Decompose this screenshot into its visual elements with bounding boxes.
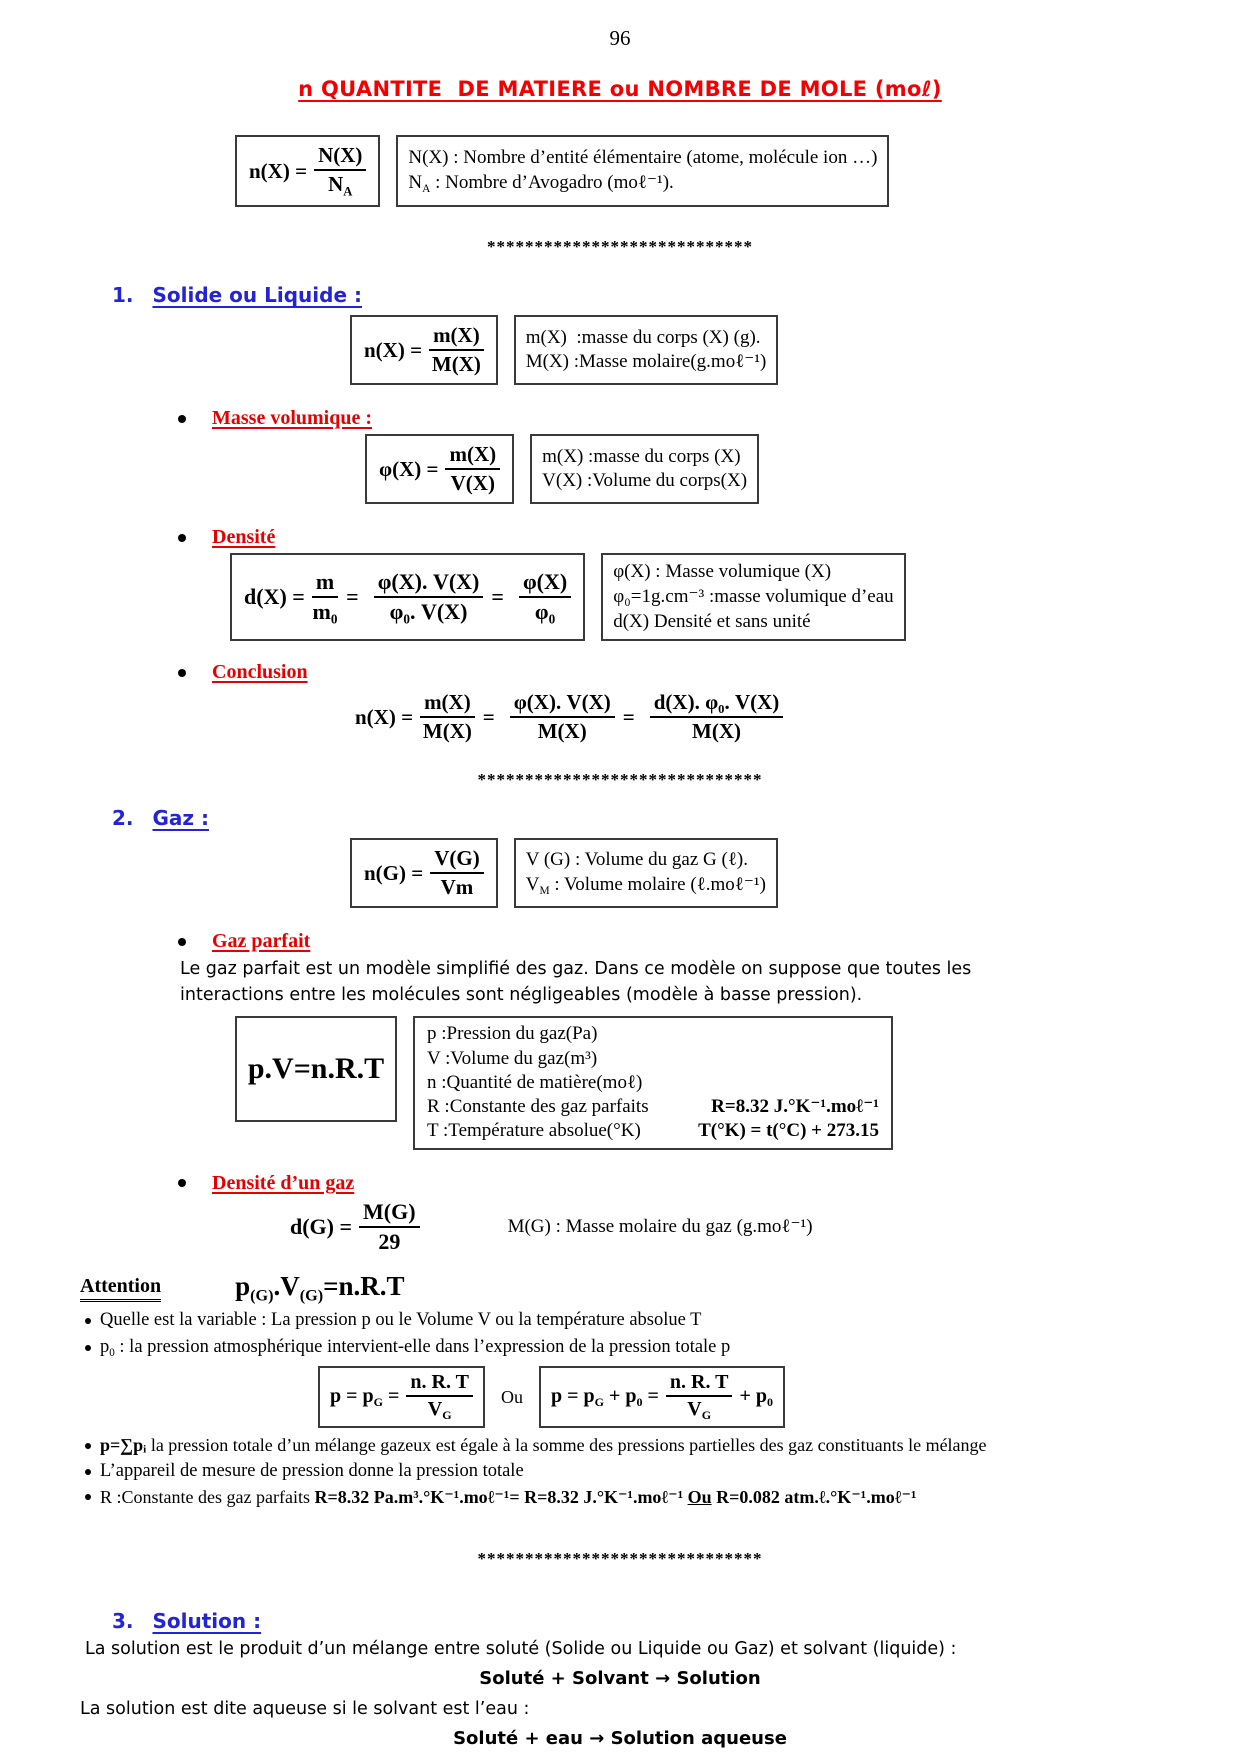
ideal-gas-note-box [413, 1016, 893, 1150]
bullet-icon [85, 1494, 91, 1500]
formula-lhs: n(X) = [249, 158, 308, 183]
densite-note-box [601, 553, 905, 641]
bullet-item [85, 1460, 1240, 1483]
equals-sign: = [482, 704, 495, 729]
equals-sign: = [346, 584, 359, 610]
gaz-formula-row [350, 838, 1240, 908]
section-label: Solide ou Liquide : [152, 283, 362, 308]
bullet-icon [85, 1345, 91, 1351]
fraction [374, 569, 484, 625]
sub-heading-label: Masse volumique : [212, 407, 372, 430]
fraction-numerator: N(X) [314, 143, 366, 171]
attention-row [80, 1271, 1240, 1306]
mole-mass-note-box [514, 315, 779, 385]
densite-formula-box [230, 553, 585, 641]
fraction-numerator: m(X) [429, 323, 484, 351]
fraction [406, 1371, 473, 1423]
densite-formula-row [230, 553, 1240, 641]
fraction-numerator: V(G) [430, 846, 484, 874]
note-left: n :Quantité de matière(moℓ) [427, 1071, 643, 1093]
attention-equation: $p_{(G)}.V_{(G)}=n.R.T$ [235, 1270, 405, 1305]
avogadro-note-box [396, 135, 889, 207]
conclusion-heading [178, 661, 1240, 684]
note-line: M(X) :Masse molaire(g.moℓ⁻¹) [525, 351, 767, 373]
ideal-gas-equation-box: p.V=n.R.T [235, 1016, 397, 1122]
formula-lhs: d(G) = [290, 1213, 353, 1239]
bullet-item [85, 1486, 1240, 1509]
bullet-icon [85, 1469, 91, 1475]
note-line: d(X) Densité et sans unité [613, 610, 811, 632]
note-line: φ(X) : Masse volumique (X) [613, 561, 832, 583]
note-line [427, 1095, 879, 1119]
ou-separator: Ou [500, 1386, 523, 1407]
densite-gaz-formula-row [290, 1199, 1240, 1255]
fraction-numerator: φ(X). V(X) [374, 569, 484, 598]
note-left: T :Température absolue(°K) [427, 1120, 641, 1142]
formula-lhs: $p = p_G$ = [330, 1384, 400, 1409]
bullet-icon [178, 669, 186, 677]
formula-lhs: n(X) = [355, 704, 414, 729]
bullet-item [85, 1309, 1240, 1332]
note-line: $V_M$ : Volume molaire (ℓ.moℓ⁻¹) [525, 873, 766, 897]
fraction [314, 143, 366, 199]
fraction [445, 442, 500, 496]
fraction [312, 569, 338, 625]
densite-gaz-note: M(G) : Masse molaire du gaz (g.moℓ⁻¹) [507, 1216, 813, 1238]
fraction [359, 1199, 420, 1255]
separator: **************************** [487, 237, 753, 257]
fraction-numerator: φ(X). V(X) [510, 690, 615, 718]
note-line: V (G) : Volume du gaz G (ℓ). [525, 849, 749, 871]
section-3-heading [112, 1609, 1240, 1633]
equals-sign: = [491, 584, 504, 610]
note-line [427, 1047, 879, 1071]
bullet-text: $p_0$ : la pression atmosphérique intervient-elle dans l’expression de la pression totale p [100, 1336, 731, 1359]
fraction-numerator: M(G) [359, 1199, 420, 1228]
fraction [430, 846, 484, 900]
avogadro-formula-row [235, 135, 1240, 207]
page-number: 96 [609, 26, 631, 50]
fraction-numerator: φ(X) [519, 569, 571, 598]
solution-paragraph-1: La solution est le produit d’un mélange entre soluté (Solide ou Liquide ou Gaz) et solvant (liquide) : [85, 1638, 957, 1659]
fraction-denominator: $V_G$ [687, 1398, 712, 1423]
pressure-formula-box-1 [318, 1366, 485, 1428]
bullet-item [85, 1336, 1240, 1361]
separator: ****************************** [477, 770, 763, 790]
bullet-icon [85, 1443, 91, 1449]
densite-heading [178, 526, 1240, 549]
bullet-icon [178, 1179, 186, 1187]
fraction-numerator: d(X). φ₀. V(X) [650, 690, 784, 718]
section-2-heading [112, 806, 1240, 830]
note-line [427, 1022, 879, 1046]
note-line: V(X) :Volume du corps(X) [542, 470, 748, 492]
note-left: p :Pression du gaz(Pa) [427, 1023, 598, 1045]
fraction [429, 323, 484, 377]
fraction-denominator: 29 [378, 1228, 401, 1254]
section-1-heading [112, 283, 1240, 307]
fraction-numerator: m(X) [445, 442, 500, 470]
section-label: Gaz : [152, 806, 209, 831]
note-line [427, 1071, 879, 1095]
gaz-formula-box [350, 838, 498, 908]
note-line: φ₀=1g.cm⁻³ :masse volumique d’eau [613, 586, 894, 608]
fraction-denominator: M(X) [692, 719, 741, 744]
fraction-denominator: φ₀ [534, 599, 556, 625]
note-left: V :Volume du gaz(m³) [427, 1047, 598, 1069]
fraction-numerator: m(X) [420, 690, 475, 718]
conclusion-formula [355, 690, 1240, 744]
bullet-icon [178, 534, 186, 542]
fraction-denominator: M(X) [422, 719, 472, 744]
gaz-parfait-heading [178, 930, 1240, 953]
note-line [427, 1119, 879, 1143]
mole-mass-formula-box [350, 315, 498, 385]
fraction-numerator: n. R. T [406, 1371, 473, 1397]
fraction-denominator: M(X) [537, 719, 587, 744]
sub-heading-label: Gaz parfait [212, 930, 311, 953]
section-number: 1. [112, 283, 134, 308]
fraction-numerator: n. R. T [666, 1371, 733, 1397]
note-line: m(X) :masse du corps (X) [542, 445, 741, 467]
note-line: $N_A$ : Nombre d’Avogadro (moℓ⁻¹). [408, 171, 674, 195]
fraction-denominator: φ₀. V(X) [389, 599, 468, 625]
pressure-formulas-row [318, 1366, 1240, 1428]
fraction-denominator: Vm [440, 875, 474, 900]
attention-label: Attention [80, 1275, 161, 1302]
fraction-denominator: $N_A$ [328, 172, 353, 199]
section-number: 2. [112, 806, 134, 831]
sub-heading-label: Densité d’un gaz [212, 1171, 355, 1194]
pressure-formula-box-2 [539, 1366, 785, 1428]
bullet-text: L’appareil de mesure de pression donne la pression totale [100, 1460, 524, 1481]
page-title: n QUANTITE DE MATIERE ou NOMBRE DE MOLE (moℓ) [298, 77, 942, 101]
fraction [650, 690, 784, 744]
solution-equation-2: Soluté + eau → Solution aqueuse [453, 1728, 787, 1750]
masse-volumique-formula-row [365, 434, 1240, 504]
formula-lhs: $p = p_G + p_0$ = [550, 1384, 659, 1409]
bullet-text: R :Constante des gaz parfaits R=8.32 Pa.m³.°K⁻¹.moℓ⁻¹= R=8.32 J.°K⁻¹.moℓ⁻¹ Ou R=0.082 atm.ℓ.°K⁻¹.moℓ⁻¹ [100, 1487, 917, 1508]
masse-volumique-heading [178, 407, 1240, 430]
avogadro-formula-box [235, 135, 380, 207]
solution-paragraph-2: La solution est dite aqueuse si le solvant est l’eau : [80, 1698, 530, 1719]
note-line: N(X) : Nombre d’entité élémentaire (atome, molécule ion …) [408, 146, 878, 168]
fraction-denominator: $V_G$ [427, 1398, 452, 1423]
densite-gaz-heading [178, 1172, 1240, 1195]
fraction-numerator: m [312, 569, 338, 598]
fraction [420, 690, 475, 744]
bullet-icon [178, 415, 186, 423]
formula-lhs: n(G) = [364, 860, 424, 885]
bullet-text: p=∑pᵢ la pression totale d’un mélange gazeux est égale à la somme des pressions partielles des gaz constituants le mélange [100, 1435, 987, 1456]
formula-lhs: φ(X) = [379, 456, 439, 481]
masse-volumique-note-box [530, 434, 759, 504]
fraction-denominator: V(X) [450, 471, 495, 496]
fraction-denominator: m₀ [312, 599, 338, 625]
note-right: R=8.32 J.°K⁻¹.moℓ⁻¹ [711, 1096, 879, 1118]
fraction [666, 1371, 733, 1423]
bullet-item [85, 1434, 1240, 1457]
gaz-note-box [514, 838, 778, 908]
masse-volumique-formula-box [365, 434, 514, 504]
separator: ****************************** [477, 1548, 763, 1568]
fraction [519, 569, 571, 625]
bullet-text: Quelle est la variable : La pression p ou le Volume V ou la température absolue T [100, 1310, 702, 1331]
gaz-parfait-paragraph: Le gaz parfait est un modèle simplifié des gaz. Dans ce modèle on suppose que toutes les interactions entre les molécules sont négligeables (modèle à basse pression). [180, 959, 972, 1005]
note-left: R :Constante des gaz parfaits [427, 1096, 649, 1118]
note-line: m(X) :masse du corps (X) (g). [525, 326, 761, 348]
formula-lhs: d(X) = [244, 584, 305, 610]
equals-sign: = [622, 704, 635, 729]
section-number: 3. [112, 1608, 134, 1633]
formula-rhs: + $p_0$ [739, 1384, 773, 1409]
fraction-denominator: M(X) [431, 352, 481, 377]
solution-equation-1: Soluté + Solvant → Solution [479, 1667, 761, 1689]
ideal-gas-row [235, 1016, 1240, 1150]
sub-heading-label: Conclusion [212, 661, 308, 684]
section-label: Solution : [152, 1608, 262, 1633]
note-right: T(°K) = t(°C) + 273.15 [698, 1120, 879, 1142]
bullet-icon [178, 938, 186, 946]
mole-mass-formula-row [350, 315, 1240, 385]
fraction [510, 690, 615, 744]
bullet-icon [85, 1318, 91, 1324]
formula-lhs: n(X) = [364, 337, 423, 362]
sub-heading-label: Densité [212, 526, 276, 549]
